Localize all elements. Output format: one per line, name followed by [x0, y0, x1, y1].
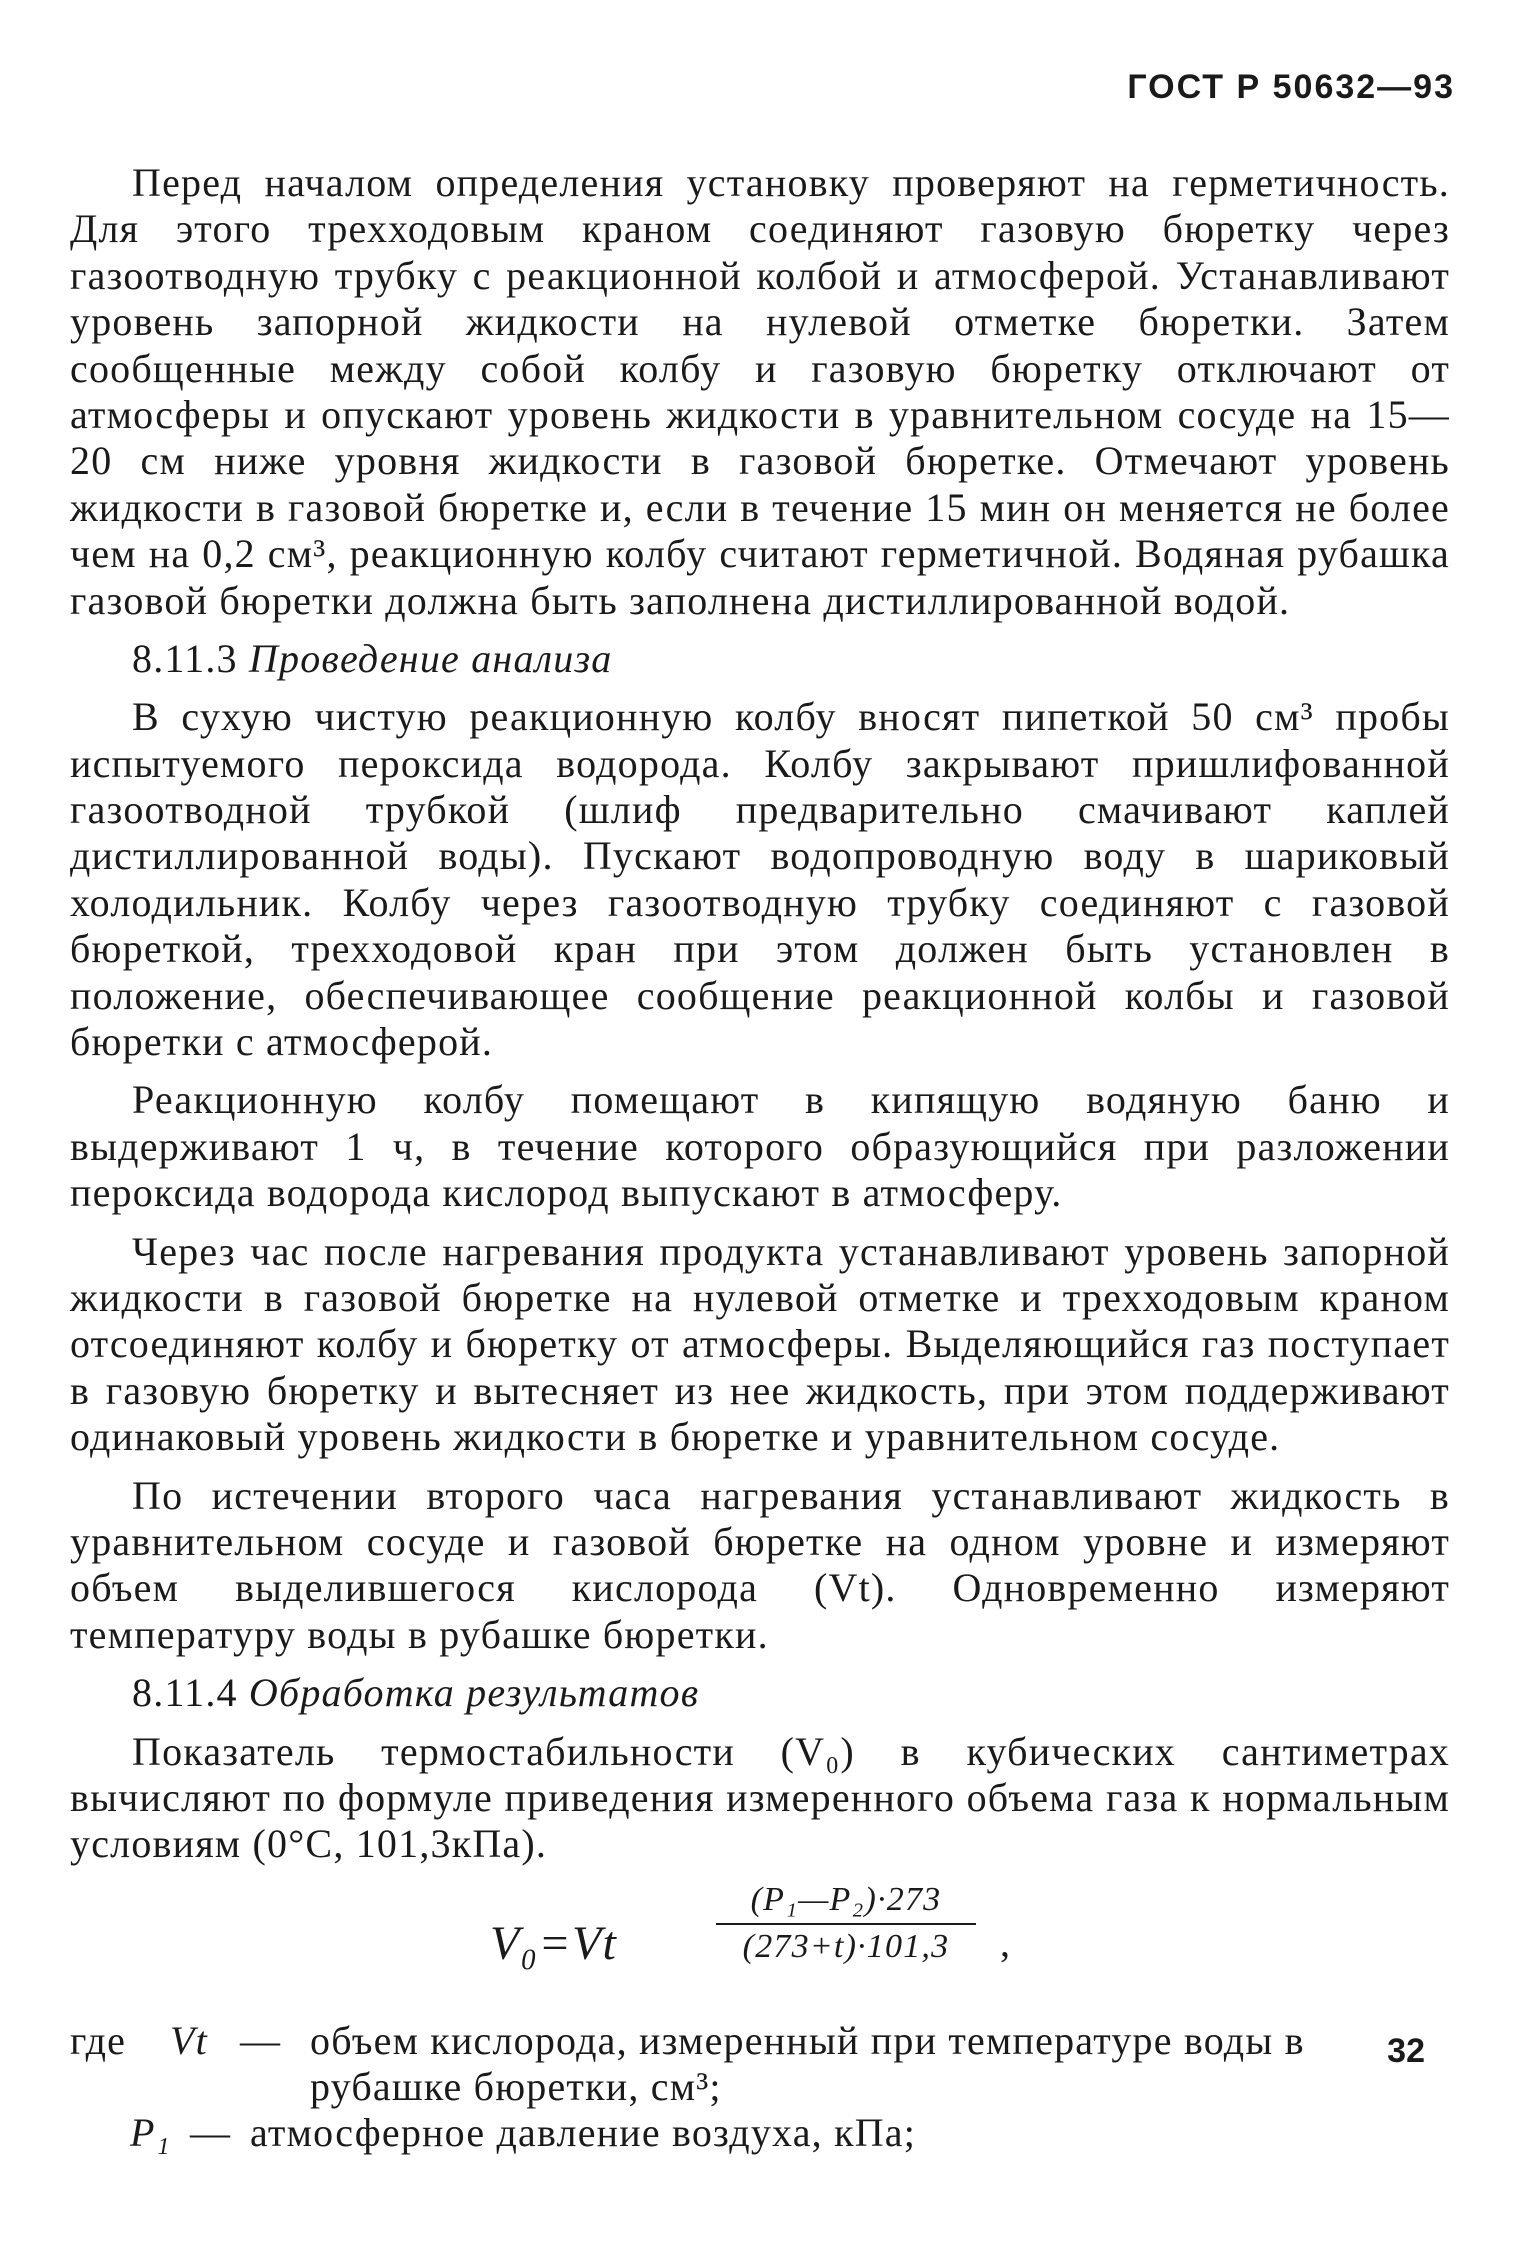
- legend-symbol: Vt: [170, 2017, 208, 2063]
- legend-symbol: P₁: [130, 2110, 171, 2156]
- formula-denominator: (273+t)·101,3: [742, 1928, 950, 1966]
- legend-dash: —: [240, 2017, 282, 2063]
- variable-legend: [70, 2018, 1450, 2157]
- legend-row-vt: [70, 2018, 1450, 2111]
- formula-comma: ,: [1000, 1919, 1012, 1965]
- legend-row-p1: [70, 2110, 1450, 2156]
- legend-lead: где: [70, 2017, 127, 2063]
- paragraph-leak-test: Перед началом определения установку проверяют на герметичность. Для этого трехходовым краном соединяют газовую бюретку через газоотводную трубку с реакционной колбой и атмосферой. Устанавливают уровень запорной жидкости на нулевой отметке бюретки. Затем сообщенные между собой колбу и газовую бюретку отключают от атмосферы и опускают уровень жидкости в уравнительном сосуде на 15—20 см ниже уровня жидкости в газовой бюретке. Отмечают уровень жидкости в газовой бюретке и, если в течение 15 мин он меняется не более чем на 0,2 см³, реакционную колбу считают герметичной. Водяная рубашка газовой бюретки должна быть заполнена дистиллированной водой.: [70, 160, 1450, 623]
- section-title: Проведение анализа: [248, 635, 613, 681]
- legend-description: атмосферное давление воздуха, кПа;: [250, 2110, 917, 2156]
- section-number: 8.11.3: [132, 635, 238, 681]
- paragraph-calculation-intro: Показатель термостабильности (V₀) в кубических сантиметрах вычисляют по формуле приведения измеренного объема газа к нормальным условиям (0°C, 101,3кПа).: [70, 1728, 1450, 1867]
- document-header: ГОСТ Р 50632—93: [1127, 68, 1455, 106]
- formula-lhs: V₀=Vt: [490, 1916, 618, 1970]
- section-heading-results: [70, 1670, 1450, 1716]
- paragraph-gas-collection: Через час после нагревания продукта устанавливают уровень запорной жидкости в газовой бюретке на нулевой отметке и трехходовым краном отсоединяют колбу и бюретку от атмосферы. Выделяющийся газ поступает в газовую бюретку и вытесняет из нее жидкость, при этом поддерживают одинаковый уровень жидкости в бюретке и уравнительном сосуде.: [70, 1228, 1450, 1460]
- section-number: 8.11.4: [132, 1670, 238, 1716]
- paragraph-water-bath: Реакционную колбу помещают в кипящую водяную баню и выдерживают 1 ч, в течение которого образующийся при разложении пероксида водорода кислород выпускают в атмосферу.: [70, 1077, 1450, 1216]
- page-number: 32: [1387, 2032, 1425, 2070]
- document-body: [70, 160, 1450, 2157]
- formula-numerator: (P₁—P₂)·273: [716, 1880, 976, 1925]
- legend-dash: —: [190, 2110, 232, 2156]
- formula-normal-conditions: [70, 1880, 1450, 2010]
- paragraph-volume-measurement: По истечении второго часа нагревания устанавливают жидкость в уравнительном сосуде и газовой бюретке на одном уровне и измеряют объем выделившегося кислорода (Vt). Одновременно измеряют температуру воды в рубашке бюретки.: [70, 1472, 1450, 1657]
- formula-fraction: [716, 1880, 976, 1967]
- legend-description: объем кислорода, измеренный при температуре воды в рубашке бюретки, см³;: [310, 2017, 1305, 2110]
- section-heading-analysis: [70, 636, 1450, 682]
- section-title: Обработка результатов: [248, 1670, 700, 1716]
- paragraph-sample-loading: В сухую чистую реакционную колбу вносят пипеткой 50 см³ пробы испытуемого пероксида водорода. Колбу закрывают пришлифованной газоотводной трубкой (шлиф предварительно смачивают каплей дистиллированной воды). Пускают водопроводную воду в шариковый холодильник. Колбу через газоотводную трубку соединяют с газовой бюреткой, трехходовой кран при этом должен быть установлен в положение, обеспечивающее сообщение реакционной колбы и газовой бюретки с атмосферой.: [70, 694, 1450, 1065]
